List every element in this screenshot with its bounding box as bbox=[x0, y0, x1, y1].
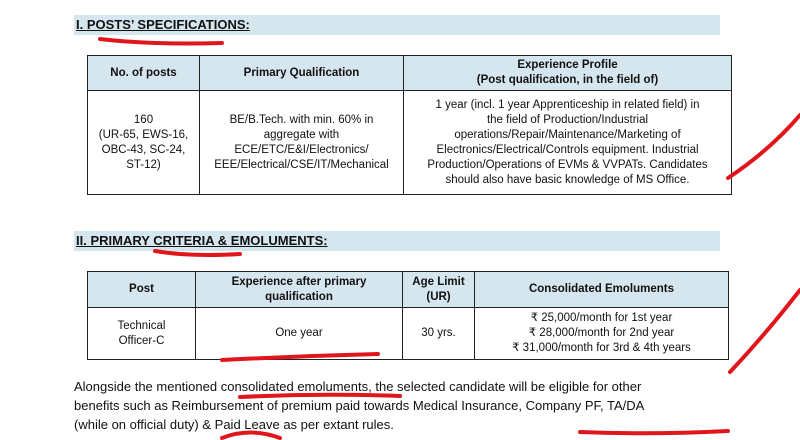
header-age-line: (UR) bbox=[426, 290, 451, 303]
cell-line: ECE/ETC/E&I/Electronics/ bbox=[234, 143, 369, 156]
cell-age: 30 yrs. bbox=[403, 308, 475, 360]
cell-line: the field of Production/Industrial bbox=[486, 113, 649, 126]
diagonal-slash-mark bbox=[730, 290, 800, 372]
footer-line: benefits such as Reimbursement of premium paid towards Medical Insurance, Company PF, TA/DA bbox=[74, 398, 645, 413]
header-post: Post bbox=[88, 272, 196, 308]
cell-line: 1 year (incl. 1 year Apprenticeship in related field) in bbox=[435, 98, 700, 111]
section2-title: II. PRIMARY CRITERIA & EMOLUMENTS: bbox=[76, 233, 328, 248]
header-experience-line: (Post qualification, in the field of) bbox=[476, 74, 659, 86]
cell-experience: One year bbox=[196, 308, 403, 360]
header-age-line: Age Limit bbox=[412, 275, 465, 288]
cell-emoluments bbox=[475, 308, 729, 360]
cell-line: operations/Repair/Maintenance/Marketing of bbox=[454, 128, 681, 141]
section1-title: I. POSTS’ SPECIFICATIONS: bbox=[76, 17, 250, 32]
cell-line: Officer-C bbox=[118, 334, 165, 347]
cell-posts bbox=[88, 91, 200, 195]
diagonal-slash-mark bbox=[728, 115, 800, 178]
header-experience-line: Experience after primary bbox=[231, 275, 367, 288]
cell-line: BE/B.Tech. with min. 60% in bbox=[229, 113, 374, 126]
cell-line: ₹ 28,000/month for 2nd year bbox=[528, 327, 675, 339]
header-age-limit bbox=[403, 272, 475, 308]
footer-paragraph bbox=[74, 377, 734, 434]
footer-line: (while on official duty) & Paid Leave as per extant rules. bbox=[74, 417, 394, 432]
cell-experience bbox=[404, 91, 732, 195]
header-experience-line: qualification bbox=[265, 290, 333, 303]
cell-line: Technical bbox=[117, 319, 166, 332]
header-no-of-posts: No. of posts bbox=[88, 56, 200, 91]
cell-line: Production/Operations of EVMs & VVPATs. Candidates bbox=[427, 158, 708, 171]
criteria-emoluments-table bbox=[87, 271, 729, 360]
table-header-row bbox=[88, 56, 732, 91]
cell-qualification bbox=[200, 91, 404, 195]
cell-line: EEE/Electrical/CSE/IT/Mechanical bbox=[214, 158, 389, 171]
cell-post bbox=[88, 308, 196, 360]
cell-line: aggregate with bbox=[263, 128, 340, 141]
footer-line: Alongside the mentioned consolidated emoluments, the selected candidate will be eligible for other bbox=[74, 379, 642, 394]
cell-line: ₹ 25,000/month for 1st year bbox=[530, 312, 673, 324]
cell-line: ₹ 31,000/month for 3rd & 4th years bbox=[512, 342, 691, 354]
cell-line: Electronics/Electrical/Controls equipment. Industrial bbox=[436, 143, 699, 156]
header-primary-qualification: Primary Qualification bbox=[200, 56, 404, 91]
cell-line: should also have basic knowledge of MS Office. bbox=[445, 173, 690, 186]
cell-line: 160 bbox=[133, 113, 154, 126]
underline-mark bbox=[100, 39, 222, 44]
cell-line: ST-12) bbox=[126, 158, 161, 171]
header-emoluments: Consolidated Emoluments bbox=[475, 272, 729, 308]
header-experience bbox=[196, 272, 403, 308]
posts-specifications-table bbox=[87, 55, 732, 195]
cell-line: (UR-65, EWS-16, bbox=[98, 128, 189, 141]
table-header-row bbox=[88, 272, 729, 308]
header-experience-profile bbox=[404, 56, 732, 91]
table-row bbox=[88, 308, 729, 360]
header-experience-line: Experience Profile bbox=[517, 59, 618, 71]
cell-line: OBC-43, SC-24, bbox=[101, 143, 186, 156]
table-row bbox=[88, 91, 732, 195]
underline-mark bbox=[155, 251, 240, 255]
